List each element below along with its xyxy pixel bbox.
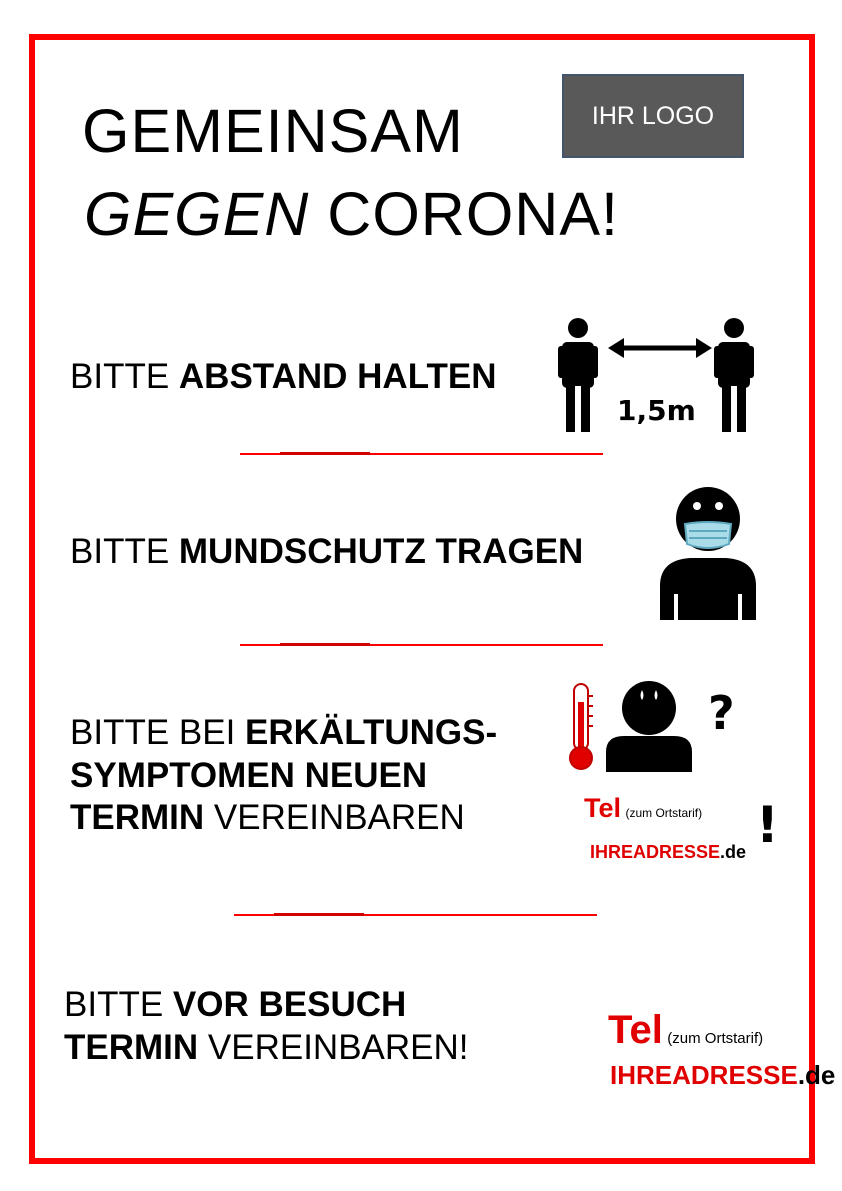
phone-label: Tel [608, 1008, 663, 1052]
symptoms-phone [584, 793, 702, 824]
title-line-1: GEMEINSAM [82, 97, 464, 165]
distance-label: 1,5m [617, 394, 696, 427]
phone-note: (zum Ortstarif) [625, 806, 703, 820]
symptoms-line-3-rest: VEREINBAREN [204, 798, 465, 838]
logo-label: IHR LOGO [591, 101, 715, 130]
logo-placeholder [562, 74, 744, 158]
person-icon [714, 318, 754, 432]
visit-prefix: BITTE [64, 985, 173, 1024]
visit-address [610, 1060, 835, 1091]
address-tld: .de [797, 1060, 836, 1090]
distance-instruction [70, 356, 496, 399]
phone-note: (zum Ortstarif) [667, 1030, 764, 1047]
title-rest: CORONA! [309, 180, 619, 248]
visit-phone [608, 1008, 763, 1053]
symptoms-address [590, 842, 746, 863]
visit-line-2-rest: VEREINBAREN! [198, 1027, 469, 1067]
thermometer-icon [566, 682, 596, 772]
address-name: IHREADRESSE [590, 842, 721, 862]
visit-emphasis: VOR BESUCH [172, 985, 407, 1024]
distance-emphasis: ABSTAND HALTEN [178, 357, 497, 396]
double-arrow-icon [608, 338, 712, 358]
question-mark: ? [708, 686, 735, 740]
divider [240, 453, 603, 455]
symptoms-instruction [70, 712, 497, 840]
exclamation-mark: ! [756, 796, 779, 854]
title-line-2 [84, 180, 619, 248]
mask-emphasis: MUNDSCHUTZ TRAGEN [178, 532, 584, 571]
symptoms-prefix: BITTE BEI [70, 713, 246, 752]
mask-instruction [70, 531, 583, 574]
divider [240, 644, 603, 646]
symptoms-line-3-bold: TERMIN [70, 798, 205, 838]
distance-prefix: BITTE [70, 357, 179, 396]
masked-person-icon [655, 486, 761, 620]
sick-person-icon [604, 680, 694, 772]
divider [234, 914, 597, 916]
mask-prefix: BITTE [70, 532, 179, 571]
visit-line-2-bold: TERMIN [64, 1027, 199, 1067]
person-icon [558, 318, 598, 432]
address-tld: .de [720, 842, 747, 862]
title-emphasis: GEGEN [84, 180, 310, 248]
phone-label: Tel [584, 793, 622, 823]
address-name: IHREADRESSE [610, 1060, 798, 1090]
symptoms-line-2: SYMPTOMEN NEUEN [70, 755, 428, 795]
symptoms-emphasis: ERKÄLTUNGS- [245, 713, 498, 752]
visit-instruction [64, 984, 469, 1069]
